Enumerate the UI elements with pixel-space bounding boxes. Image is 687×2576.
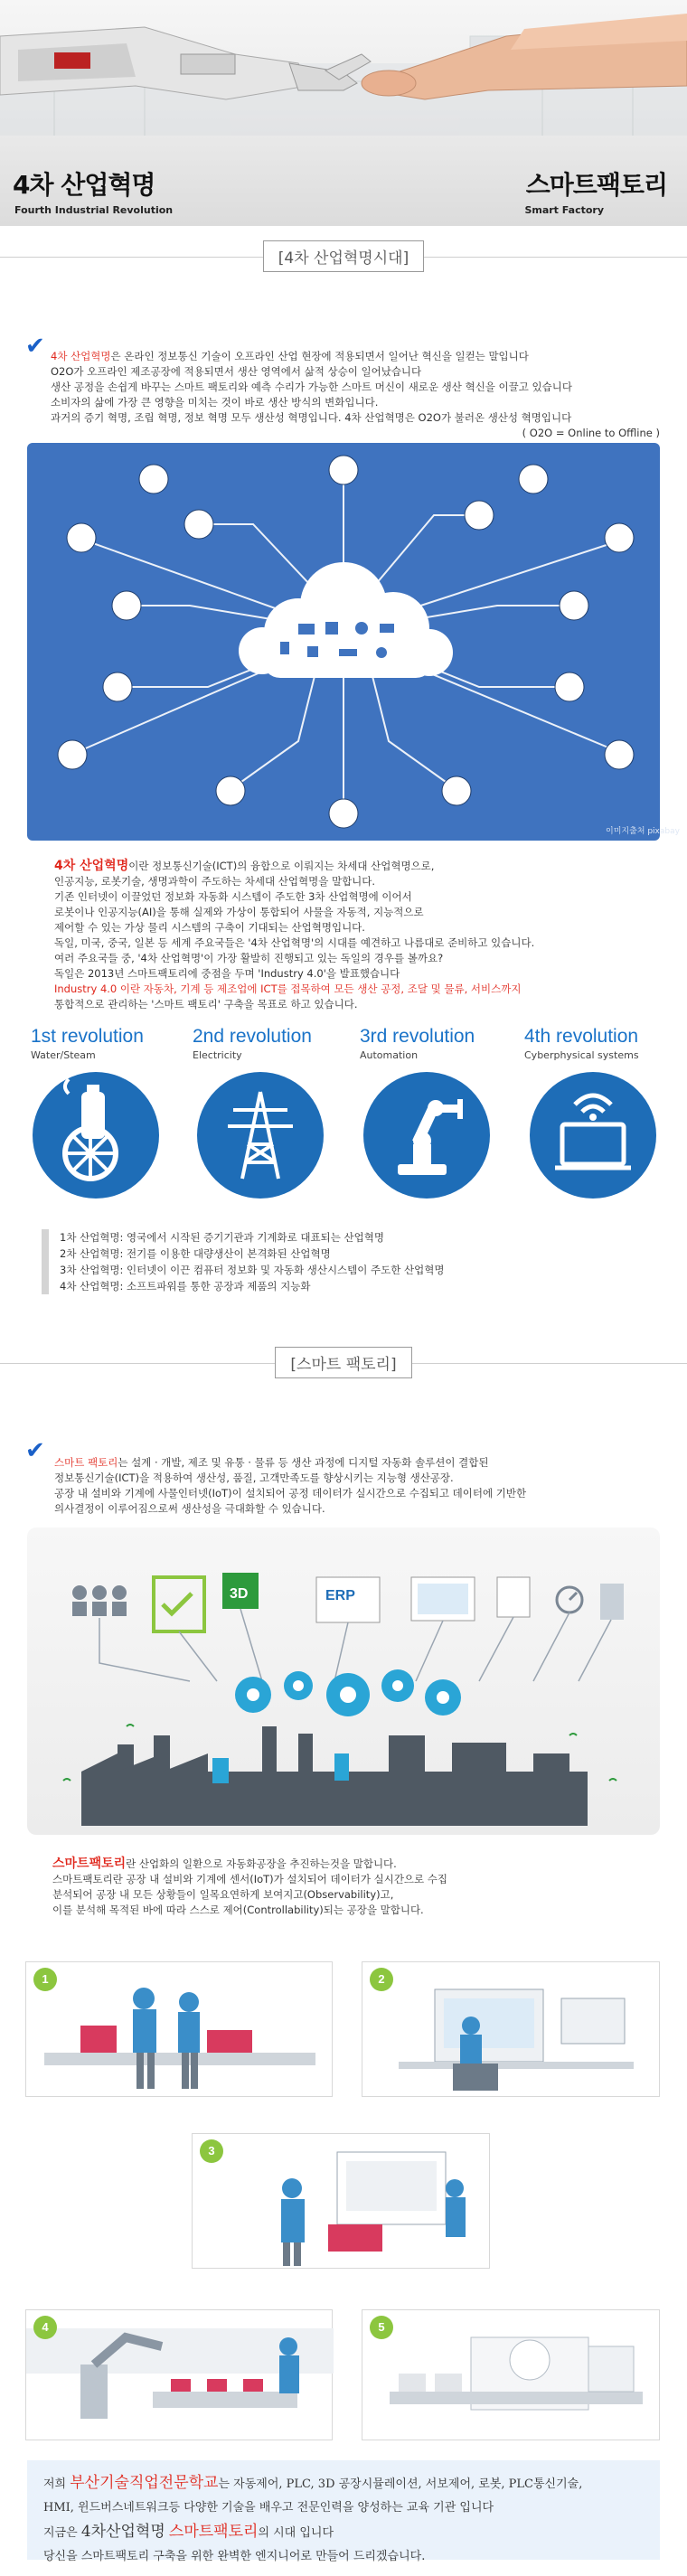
- smart-factory-text: 스마트팩토리: [168, 2523, 259, 2541]
- hero-title-right: 스마트팩토리: [525, 170, 667, 200]
- intro-red: 스마트 팩토리: [54, 1456, 118, 1469]
- revolution-3: [360, 1026, 522, 1061]
- revolution-title: 1st revolution: [31, 1026, 144, 1047]
- era-text: 4차산업혁명: [80, 2523, 165, 2541]
- banner-text: 지금은: [43, 2526, 81, 2540]
- para-line: 여러 주요국들 중, '4차 산업혁명'이 가장 활발히 진행되고 있는 독일의 경우를 볼까요?: [54, 952, 444, 964]
- revolution-2: [193, 1026, 355, 1061]
- para-line: 제어할 수 있는 가상 물리 시스템의 구축이 기대되는 산업혁명입니다.: [54, 921, 365, 934]
- school-banner: [27, 2460, 660, 2563]
- intro-line: 생산 공정을 손쉽게 바꾸는 스마트 팩토리와 예측 수리가 가능한 스마트 머신이 새로운 생산 혁신을 이끌고 있습니다: [51, 381, 572, 393]
- hero-title-left: 4차 산업혁명: [13, 170, 155, 200]
- para-line: 인공지능, 로봇기술, 생명과학이 주도하는 차세대 산업혁명을 말합니다.: [54, 875, 376, 888]
- banner-line-1: [43, 2471, 644, 2496]
- iot-cloud-illustration: [27, 443, 680, 841]
- step-number: 2: [370, 1968, 393, 1991]
- section-heading-label: [스마트 팩토리]: [275, 1347, 411, 1378]
- para-line: 독일은 2013년 스마트팩토리에 중점을 두며 'Industry 4.0'을 발표했습니다: [54, 967, 400, 980]
- intro-line: [54, 1455, 669, 1471]
- banner-line-3: [43, 2520, 644, 2545]
- cloud-network-svg: [27, 443, 680, 841]
- para-lead: 4차 산업혁명: [54, 859, 129, 873]
- intro-line: 정보통신기술(ICT)을 적용하여 생산성, 품질, 고객만족도를 향상시키는 지능형 생산공장.: [54, 1471, 454, 1484]
- intro-text-line: 는 설계 · 개발, 제조 및 유통 · 물류 등 생산 과정에 디지털 자동화 솔루션이 결합된: [118, 1456, 489, 1469]
- intro-text: [51, 349, 665, 426]
- para-line: 독일, 미국, 중국, 일본 등 세계 주요국들은 '4차 산업혁명'의 시대를 예견하고 나름대로 준비하고 있습니다.: [54, 936, 535, 949]
- para-line-red: Industry 4.0 이란 자동차, 기계 등 제조업에 ICT를 접목하여 모든 생산 공정, 조달 및 물류, 서비스까지: [54, 982, 522, 995]
- step-card-2: [362, 1961, 660, 2097]
- revolution-title: 3rd revolution: [360, 1026, 475, 1047]
- para-line: 기존 인터넷이 이끌었던 정보화 자동화 시스템이 주도한 3차 산업혁명에 이어서: [54, 890, 412, 903]
- list-item: 4차 산업혁명: 소프트파워를 통한 공장과 제품의 지능화: [60, 1280, 311, 1293]
- paragraph-4th-revolution: [54, 859, 651, 1012]
- intro-line: O2O가 오프라인 제조공장에 적용되면서 생산 영역에서 삶적 상승이 일어났습니다: [51, 365, 422, 378]
- para-lead: 스마트팩토리: [52, 1857, 127, 1871]
- list-item: 3차 산업혁명: 인터넷이 이끈 컴퓨터 정보화 및 자동화 생산시스템이 주도한 산업혁명: [60, 1264, 445, 1276]
- para-line: 통합적으로 관리하는 '스마트 팩토리' 구축을 목표로 하고 있습니다.: [54, 998, 358, 1011]
- step-number: 3: [200, 2139, 223, 2163]
- step-card-1: [25, 1961, 333, 2097]
- section-heading-smart-factory: [0, 1347, 687, 1378]
- section-heading-4th-revolution: [0, 240, 687, 272]
- intro-red: 4차 산업혁명: [51, 350, 111, 362]
- revolution-subtitle: Automation: [360, 1049, 419, 1061]
- hero-banner: [0, 0, 687, 226]
- para-line: [54, 859, 651, 874]
- para-line: 스마트팩토리란 공장 내 설비와 기계에 센서(IoT)가 설치되어 데이터가 실시간으로 수집: [52, 1873, 448, 1885]
- revolution-summary-list: [42, 1229, 620, 1294]
- step-card-5: [362, 2309, 660, 2440]
- banner-line-4: 당신을 스마트팩토리 구축을 위한 완벽한 엔지니어로 만들어 드리겠습니다.: [43, 2550, 426, 2563]
- revolution-title: 4th revolution: [524, 1026, 639, 1047]
- revolution-subtitle: Cyberphysical systems: [524, 1049, 639, 1061]
- list-item: 1차 산업혁명: 영국에서 시작된 증기기관과 기계화로 대표되는 산업혁명: [60, 1231, 384, 1244]
- revolution-subtitle: Water/Steam: [31, 1049, 96, 1061]
- revolution-title: 2nd revolution: [193, 1026, 312, 1047]
- step-card-4: [25, 2309, 333, 2440]
- school-name: 부산기술직업전문학교: [70, 2474, 219, 2492]
- intro-line: 과거의 증기 혁명, 조립 혁명, 정보 혁명 모두 생산성 혁명입니다. 4차 산업혁명은 O2O가 불러온 생산성 혁명입니다: [51, 411, 572, 424]
- steam-engine-icon: [33, 1072, 159, 1199]
- robot-arm-icon: [363, 1072, 490, 1199]
- revolution-1: [31, 1026, 193, 1061]
- step-number: 5: [370, 2316, 393, 2339]
- list-item: 2차 산업혁명: 전기를 이용한 대량생산이 본격화된 산업혁명: [60, 1247, 331, 1260]
- image-credit: 이미지출처 pixabay: [606, 827, 680, 836]
- three-d-label: 3D: [230, 1586, 249, 1602]
- banner-text: 저희: [43, 2477, 71, 2491]
- smart-factory-illustration: [27, 1528, 660, 1835]
- intro-line: 소비자의 삶에 가장 큰 영향을 미치는 것이 바로 생산 방식의 변화입니다.: [51, 396, 379, 409]
- banner-text: 는 자동제어, PLC, 3D 공장시뮬레이션, 서보제어, 로봇, PLC통신기술,: [218, 2477, 583, 2491]
- step-number: 1: [33, 1968, 57, 1991]
- checkmark-icon: ✔: [25, 1437, 45, 1464]
- power-tower-icon: [197, 1072, 324, 1199]
- paragraph-smart-factory: [52, 1857, 649, 1918]
- checkmark-icon: ✔: [25, 333, 45, 360]
- hero-subtitle-left: Fourth Industrial Revolution: [14, 204, 174, 216]
- erp-label: ERP: [325, 1588, 355, 1603]
- step-number: 4: [33, 2316, 57, 2339]
- intro-line: [51, 349, 665, 364]
- banner-text: 의 시대 입니다: [258, 2526, 334, 2540]
- laptop-wifi-icon: [530, 1072, 656, 1199]
- step-card-3: [192, 2133, 490, 2269]
- intro-line: 공장 내 설비와 기계에 사물인터넷(IoT)이 설치되어 공정 데이터가 실시간으로 수집되고 데이터에 기반한: [54, 1487, 527, 1500]
- o2o-note: ( O2O = Online to Offline ): [522, 427, 660, 439]
- revolution-4: [524, 1026, 687, 1061]
- para-line: 이를 분석해 목적된 바에 따라 스스로 제어(Controllability)되는 공장을 말합니다.: [52, 1904, 424, 1916]
- banner-line-2: HMI, 윈드버스네트워크등 다양한 기술을 배우고 전문인력을 양성하는 교육 기관 입니다: [43, 2501, 494, 2515]
- section-heading-label: [4차 산업혁명시대]: [263, 240, 424, 272]
- para-line: 분석되어 공장 내 모든 상황들이 일목요연하게 보여지고(Observability)고,: [52, 1888, 394, 1901]
- para-line: 로봇이나 인공지능(AI)을 통해 실제와 가상이 통합되어 사물을 자동적, 지능적으로: [54, 906, 424, 918]
- hero-subtitle-right: Smart Factory: [524, 204, 604, 216]
- para-text: 이란 정보통신기술(ICT)의 융합으로 이뤄지는 차세대 산업혁명으로,: [128, 860, 435, 872]
- revolution-subtitle: Electricity: [193, 1049, 242, 1061]
- para-line: [52, 1857, 649, 1872]
- intro-line: 의사결정이 이루어짐으로써 생산성을 극대화할 수 있습니다.: [54, 1502, 325, 1515]
- para-text: 란 산업화의 일환으로 자동화공장을 추진하는것을 말합니다.: [126, 1857, 397, 1870]
- robot-handshake-illustration: [0, 0, 687, 181]
- intro-text-line: 은 온라인 정보통신 기술이 오프라인 산업 현장에 적용되면서 일어난 혁신을 일컫는 말입니다: [110, 350, 529, 362]
- smart-factory-intro: [54, 1455, 669, 1517]
